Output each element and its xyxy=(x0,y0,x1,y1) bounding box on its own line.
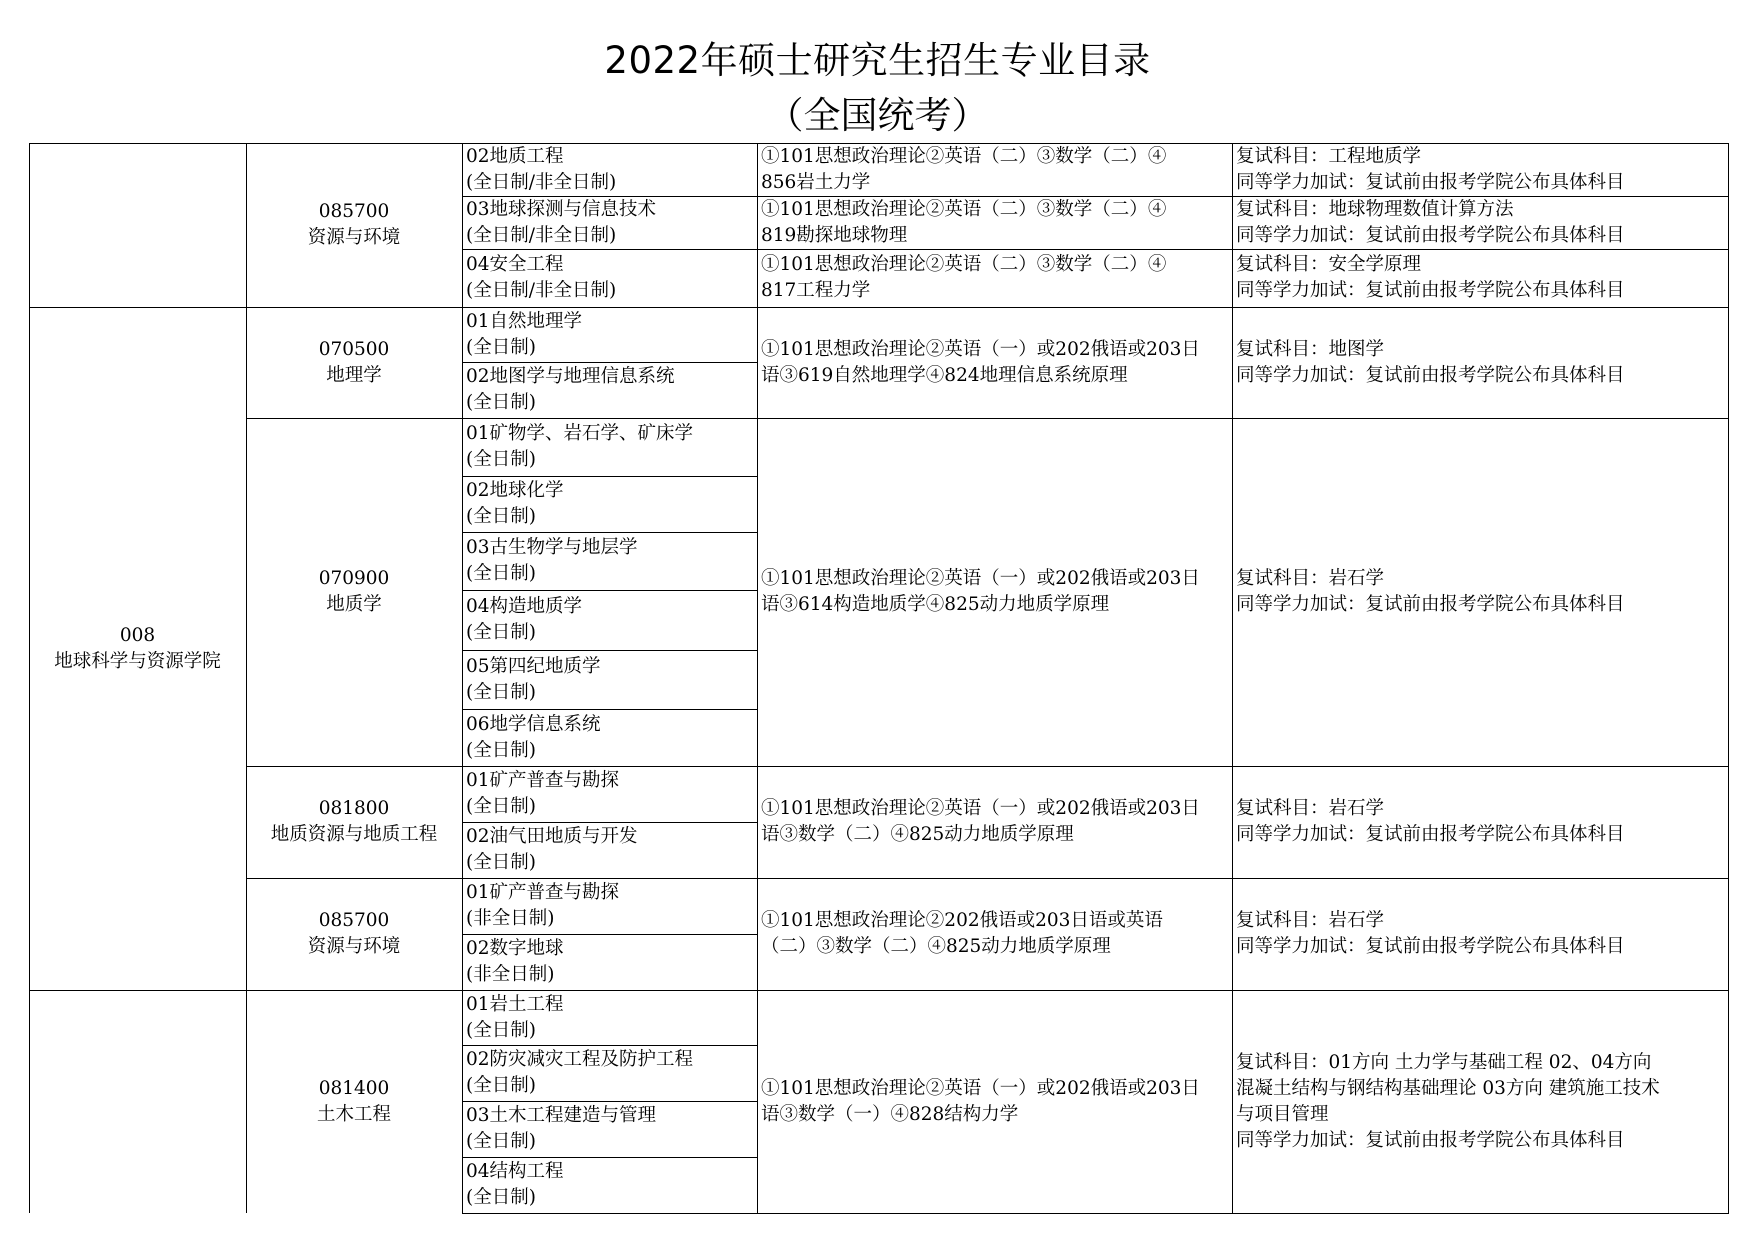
major-cell-line: 地质学 xyxy=(326,594,382,615)
exam-subjects-cell xyxy=(761,144,1228,196)
direction-cell xyxy=(466,478,753,530)
retest-subjects-cell xyxy=(1236,566,1724,618)
direction-cell-line: 03土木工程建造与管理 xyxy=(466,1105,657,1126)
direction-cell xyxy=(466,197,753,249)
direction-cell-line: (全日制) xyxy=(466,563,536,584)
direction-cell-line: (全日制) xyxy=(466,1131,536,1152)
exam-subjects-cell xyxy=(761,908,1228,960)
retest-subjects-cell xyxy=(1236,144,1724,196)
retest-subjects-cell xyxy=(1236,337,1724,389)
col-line-exam xyxy=(757,143,758,1214)
direction-divider xyxy=(462,650,757,651)
direction-cell xyxy=(466,992,753,1044)
retest-subjects-cell-line: 同等学力加试：复试前由报考学院公布具体科目 xyxy=(1236,594,1625,615)
direction-cell-line: 06地学信息系统 xyxy=(466,713,601,735)
retest-subjects-cell xyxy=(1236,796,1724,848)
college-cell-line: 地球科学与资源学院 xyxy=(54,650,221,672)
section-divider xyxy=(29,307,246,308)
direction-cell xyxy=(466,654,753,706)
direction-cell-line: (全日制) xyxy=(466,681,536,703)
college-cell xyxy=(33,623,242,675)
retest-subjects-cell-line: 复试科目：工程地质学 xyxy=(1236,145,1422,167)
direction-divider xyxy=(462,1101,757,1102)
direction-cell-line: 04安全工程 xyxy=(466,254,564,275)
exam-subjects-cell-line: ①101思想政治理论②英语（一）或202俄语或203日 xyxy=(761,338,1200,360)
direction-cell xyxy=(466,421,753,473)
exam-subjects-cell-line: ①101思想政治理论②英语（二）③数学（二）④ xyxy=(761,254,1167,275)
direction-cell-line: 04构造地质学 xyxy=(466,596,583,617)
direction-cell xyxy=(466,824,753,876)
direction-cell-line: 02地质工程 xyxy=(466,145,564,167)
retest-subjects-cell-line: 同等学力加试：复试前由报考学院公布具体科目 xyxy=(1236,171,1625,193)
retest-subjects-cell xyxy=(1236,197,1724,249)
direction-cell-line: 02油气田地质与开发 xyxy=(466,826,638,847)
direction-cell-line: (全日制) xyxy=(466,1075,536,1096)
direction-cell-line: (全日制) xyxy=(466,796,536,817)
direction-cell-line: (全日制) xyxy=(466,739,536,761)
page-title: 2022年硕士研究生招生专业目录 xyxy=(604,39,1151,82)
direction-divider xyxy=(462,709,757,710)
row-divider xyxy=(757,249,1728,250)
direction-cell-line: 02地球化学 xyxy=(466,480,564,501)
direction-divider xyxy=(462,1157,757,1158)
direction-cell xyxy=(466,1047,753,1099)
exam-subjects-cell-line: 语③数学（一）④828结构力学 xyxy=(761,1103,1019,1125)
direction-cell xyxy=(466,594,753,646)
direction-divider xyxy=(462,362,757,363)
col-line-right xyxy=(1728,143,1729,1214)
major-cell-line: 地理学 xyxy=(326,364,382,386)
major-cell-line: 081400 xyxy=(318,1077,390,1099)
exam-subjects-cell-line: 856岩土力学 xyxy=(761,171,871,193)
major-cell xyxy=(250,796,458,848)
exam-subjects-cell xyxy=(761,337,1228,389)
major-cell-line: 资源与环境 xyxy=(307,936,401,957)
exam-subjects-cell-line: ①101思想政治理论②英语（一）或202俄语或203日 xyxy=(761,1077,1200,1099)
retest-subjects-cell-line: 同等学力加试：复试前由报考学院公布具体科目 xyxy=(1236,280,1625,301)
col-line-college-left xyxy=(29,143,30,1213)
exam-subjects-cell-line: 语③614构造地质学④825动力地质学原理 xyxy=(761,594,1110,615)
major-divider xyxy=(246,418,1729,419)
direction-cell-line: (全日制) xyxy=(466,449,536,470)
direction-cell-line: 02地图学与地理信息系统 xyxy=(466,366,675,387)
direction-cell-line: (全日制) xyxy=(466,852,536,873)
direction-cell xyxy=(466,936,753,988)
major-cell xyxy=(250,337,458,389)
retest-subjects-cell-line: 复试科目：岩石学 xyxy=(1236,568,1385,589)
direction-cell xyxy=(466,1103,753,1155)
page-subtitle: （全国统考） xyxy=(766,94,989,137)
exam-subjects-cell xyxy=(761,252,1228,304)
direction-cell-line: (全日制/非全日制) xyxy=(466,280,617,301)
exam-subjects-cell-line: ①101思想政治理论②英语（一）或202俄语或203日 xyxy=(761,568,1200,589)
direction-cell xyxy=(466,1159,753,1211)
direction-cell xyxy=(466,309,753,361)
major-cell xyxy=(250,566,458,618)
major-cell-line: 085700 xyxy=(318,201,390,222)
retest-subjects-cell-line: 同等学力加试：复试前由报考学院公布具体科目 xyxy=(1236,936,1625,957)
major-cell-line: 土木工程 xyxy=(316,1103,391,1125)
direction-cell-line: (全日制/非全日制) xyxy=(466,224,617,246)
retest-subjects-cell xyxy=(1236,252,1724,304)
retest-subjects-cell-line: 复试科目：安全学原理 xyxy=(1236,254,1422,275)
exam-subjects-cell xyxy=(761,197,1228,249)
col-line-retest xyxy=(1232,143,1233,1214)
direction-cell xyxy=(466,364,753,416)
exam-subjects-cell-line: ①101思想政治理论②202俄语或203日语或英语 xyxy=(761,910,1163,931)
direction-cell-line: 02防灾减灾工程及防护工程 xyxy=(466,1049,694,1070)
major-cell xyxy=(250,908,458,960)
exam-subjects-cell-line: 817工程力学 xyxy=(761,280,871,301)
direction-divider xyxy=(462,1045,757,1046)
direction-cell-line: (全日制) xyxy=(466,622,536,643)
direction-cell xyxy=(466,535,753,587)
exam-subjects-cell-line: ①101思想政治理论②英语（二）③数学（二）④ xyxy=(761,145,1167,167)
table-bottom-border xyxy=(462,1213,1729,1214)
retest-subjects-cell-line: 复试科目：岩石学 xyxy=(1236,798,1385,819)
retest-subjects-cell-line: 复试科目：地图学 xyxy=(1236,338,1385,360)
direction-cell xyxy=(466,880,753,932)
retest-subjects-cell-line: 同等学力加试：复试前由报考学院公布具体科目 xyxy=(1236,824,1625,845)
direction-cell-line: 05第四纪地质学 xyxy=(466,655,601,677)
direction-divider xyxy=(462,934,757,935)
exam-subjects-cell-line: 语③数学（二）④825动力地质学原理 xyxy=(761,824,1074,845)
direction-divider xyxy=(462,249,757,250)
retest-subjects-cell-line: 同等学力加试：复试前由报考学院公布具体科目 xyxy=(1236,364,1625,386)
direction-cell-line: (全日制) xyxy=(466,1187,536,1208)
major-cell xyxy=(250,1076,458,1128)
direction-cell-line: 03地球探测与信息技术 xyxy=(466,198,657,220)
direction-cell-line: (全日制) xyxy=(466,336,536,358)
exam-subjects-cell xyxy=(761,566,1228,618)
direction-cell xyxy=(466,144,753,196)
major-cell-line: 070500 xyxy=(318,338,390,360)
direction-cell-line: 02数字地球 xyxy=(466,938,564,959)
college-cell-line: 008 xyxy=(119,624,156,646)
major-cell-line: 081800 xyxy=(318,798,390,819)
exam-subjects-cell xyxy=(761,1076,1228,1128)
col-line-major xyxy=(246,143,247,1213)
retest-subjects-cell-line: 复试科目：01方向 土力学与基础工程 02、04方向 xyxy=(1236,1051,1652,1073)
exam-subjects-cell-line: （二）③数学（二）④825动力地质学原理 xyxy=(761,936,1111,957)
exam-subjects-cell-line: ①101思想政治理论②英语（一）或202俄语或203日 xyxy=(761,798,1200,819)
direction-cell-line: (全日制/非全日制) xyxy=(466,171,617,193)
major-divider xyxy=(246,766,1729,767)
direction-cell-line: (非全日制) xyxy=(466,964,555,985)
major-cell-line: 地质资源与地质工程 xyxy=(270,824,438,845)
exam-subjects-cell-line: 语③619自然地理学④824地理信息系统原理 xyxy=(761,364,1128,386)
section-divider xyxy=(29,990,246,991)
retest-subjects-cell xyxy=(1236,908,1724,960)
direction-cell-line: (全日制) xyxy=(466,1019,536,1041)
major-cell-line: 085700 xyxy=(318,910,390,931)
major-cell-line: 资源与环境 xyxy=(307,227,401,248)
direction-cell-line: (全日制) xyxy=(466,506,536,527)
exam-subjects-cell-line: ①101思想政治理论②英语（二）③数学（二）④ xyxy=(761,198,1167,220)
direction-divider xyxy=(462,822,757,823)
direction-cell xyxy=(466,712,753,764)
direction-cell-line: 01自然地理学 xyxy=(466,310,583,332)
retest-subjects-cell xyxy=(1236,1050,1724,1154)
col-line-direction xyxy=(462,143,463,1214)
direction-cell-line: 01岩土工程 xyxy=(466,993,564,1015)
retest-subjects-cell-line: 同等学力加试：复试前由报考学院公布具体科目 xyxy=(1236,1129,1625,1151)
direction-cell-line: (非全日制) xyxy=(466,908,555,929)
direction-cell xyxy=(466,252,753,304)
exam-subjects-cell-line: 819勘探地球物理 xyxy=(761,224,908,246)
direction-divider xyxy=(462,590,757,591)
direction-cell-line: (全日制) xyxy=(466,392,536,413)
direction-cell-line: 01矿产普查与勘探 xyxy=(466,882,620,903)
direction-cell-line: 03古生物学与地层学 xyxy=(466,537,638,558)
major-cell xyxy=(250,199,458,251)
direction-cell xyxy=(466,768,753,820)
direction-cell-line: 04结构工程 xyxy=(466,1161,564,1182)
direction-divider xyxy=(462,532,757,533)
retest-subjects-cell-line: 复试科目：地球物理数值计算方法 xyxy=(1236,198,1514,220)
retest-subjects-cell-line: 复试科目：岩石学 xyxy=(1236,910,1385,931)
major-divider xyxy=(246,878,1729,879)
direction-cell-line: 01矿产普查与勘探 xyxy=(466,770,620,791)
major-cell-line: 070900 xyxy=(318,568,390,589)
retest-subjects-cell-line: 与项目管理 xyxy=(1236,1103,1329,1125)
direction-cell-line: 01矿物学、岩石学、矿床学 xyxy=(466,423,694,444)
exam-subjects-cell xyxy=(761,796,1228,848)
retest-subjects-cell-line: 混凝土结构与钢结构基础理论 03方向 建筑施工技术 xyxy=(1236,1077,1660,1099)
direction-divider xyxy=(462,476,757,477)
retest-subjects-cell-line: 同等学力加试：复试前由报考学院公布具体科目 xyxy=(1236,224,1625,246)
